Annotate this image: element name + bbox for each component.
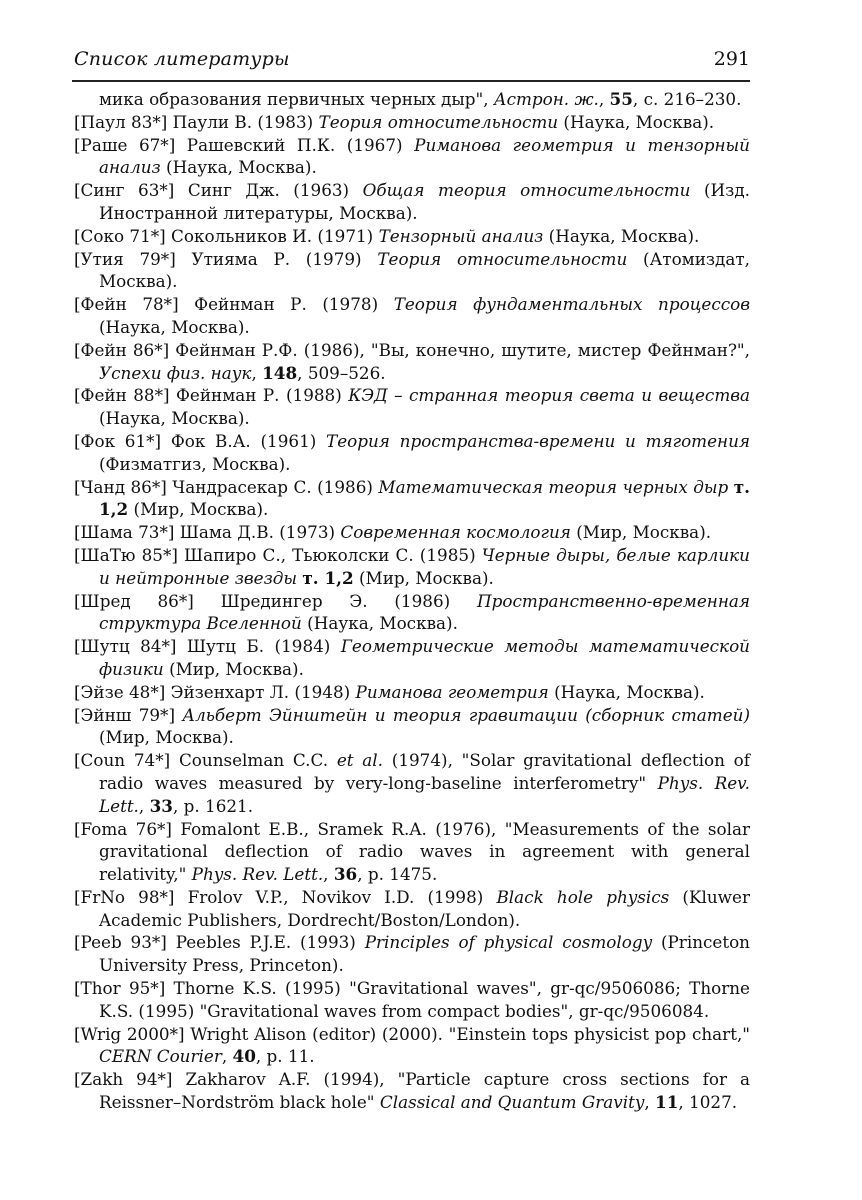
reference-title-text: Теория фундаментальных процессов (393, 294, 751, 315)
reference-volume-text: т. 1,2 (302, 567, 354, 588)
reference-title-text: Геометрические методы математической физики (99, 636, 750, 679)
reference-text: (Изд. Иностранной литературы, Москва). (99, 180, 750, 223)
reference-text: (Наука, Москва). (301, 613, 458, 634)
reference-entry (74, 225, 750, 248)
reference-text: (Мир, Москва). (128, 499, 269, 520)
reference-entry (74, 590, 750, 636)
reference-entry (74, 1023, 750, 1069)
reference-entry (74, 179, 750, 225)
reference-text: (Мир, Москва). (163, 658, 304, 679)
running-title: Список литературы (74, 48, 290, 70)
reference-title-text: et al. (336, 750, 383, 771)
reference-text: (Мир, Москва). (353, 567, 494, 588)
reference-text: , 1027. (678, 1092, 738, 1113)
reference-text: , (644, 1092, 656, 1113)
reference-entry (74, 681, 750, 704)
reference-title-text: Успехи физ. наук (99, 362, 252, 383)
reference-entry (74, 111, 750, 134)
reference-title-text: Тензорный анализ (378, 225, 544, 246)
reference-volume-text: 36 (333, 864, 358, 885)
reference-title-text: Астрон. ж. (493, 89, 599, 109)
reference-text: [Эйнш 79*] (74, 704, 183, 725)
reference-text: [Паул 83*] Паули В. (1983) (74, 111, 319, 132)
reference-text: [Foma 76*] Fomalont E.B., Sramek R.A. (1976), "Measurements of the solar gravitational deflection of radio waves in agreement with general relativity," (74, 818, 750, 885)
reference-text: [Соко 71*] Сокольников И. (1971) (74, 225, 379, 246)
reference-entry (74, 521, 750, 544)
reference-entry (74, 704, 750, 750)
reference-title-text: Phys. Rev. Lett. (99, 772, 751, 816)
reference-text: [Шама 73*] Шама Д.В. (1973) (74, 522, 341, 543)
reference-text: [Эйзе 48*] Эйзенхарт Л. (1948) (74, 681, 356, 702)
reference-title-text: Черные дыры, белые карлики и нейтронные звезды (99, 544, 750, 588)
page-number: 291 (713, 48, 750, 70)
reference-text: [FrNo 98*] Frolov V.P., Novikov I.D. (1998) (74, 886, 497, 907)
reference-text: (Атомиздат, Москва). (99, 248, 751, 292)
reference-title-text: КЭД – странная теория света и вещества (348, 385, 750, 406)
reference-text: , (323, 864, 334, 885)
reference-entry (74, 1068, 750, 1114)
reference-text: (Мир, Москва). (99, 727, 234, 748)
reference-text: , p. 1621. (172, 795, 254, 816)
reference-text: (Наука, Москва). (99, 316, 250, 337)
reference-entry (74, 818, 750, 886)
reference-text: , (138, 795, 150, 816)
reference-text: (Наука, Москва). (543, 225, 700, 246)
reference-text: , p. 11. (255, 1046, 315, 1067)
reference-text: [Zakh 94*] Zakharov A.F. (1994), "Particle capture cross sections for a Reissner–Nordström black hole" (74, 1069, 750, 1113)
reference-title-text: Математическая теория черных дыр (378, 476, 729, 497)
reference-title-text: Пространственно-временная структура Вселенной (99, 590, 750, 634)
reference-text: , (598, 89, 610, 109)
reference-text: [Peeb 93*] Peebles P.J.E. (1993) (74, 932, 365, 953)
reference-title-text: Риманова геометрия и тензорный анализ (99, 134, 750, 178)
reference-text: , (221, 1046, 233, 1067)
reference-text: (Мир, Москва). (570, 522, 712, 543)
reference-volume-text: 40 (232, 1046, 256, 1067)
reference-volume-text: 55 (609, 89, 633, 109)
reference-entry (74, 931, 750, 977)
reference-title-text: Black hole physics (496, 886, 670, 907)
reference-text: [Фейн 88*] Фейнман Р. (1988) (74, 385, 349, 406)
reference-text: [Coun 74*] Counselman C.C. (74, 750, 337, 771)
reference-text: , p. 1475. (357, 864, 438, 885)
reference-entry (74, 977, 750, 1023)
reference-entry (74, 339, 750, 385)
reference-text: (Наука, Москва). (160, 157, 317, 178)
reference-text: [Фейн 86*] Фейнман Р.Ф. (1986), "Вы, конечно, шутите, мистер Фейнман?", (74, 339, 750, 360)
reference-entry (74, 248, 750, 294)
reference-entry (74, 134, 750, 180)
reference-entry (74, 544, 750, 590)
reference-text: [Утия 79*] Утияма Р. (1979) (74, 248, 378, 269)
reference-title-text: Classical and Quantum Gravity (379, 1092, 645, 1113)
reference-title-text: Риманова геометрия (355, 681, 549, 702)
reference-entry (74, 384, 750, 430)
reference-continuation (74, 88, 750, 111)
reference-text: [Шред 86*] Шредингер Э. (1986) (74, 590, 477, 611)
reference-text: (Наука, Москва). (548, 681, 705, 702)
reference-title-text: Теория пространства-времени и тяготения (326, 430, 750, 451)
reference-text: мика образования первичных черных дыр", (99, 89, 494, 109)
reference-text: , с. 216–230. (632, 89, 742, 109)
reference-text: [Синг 63*] Синг Дж. (1963) (74, 180, 363, 201)
reference-text: (1974), "Solar gravitational deflection of radio waves measured by very-long-baseline interferometry" (99, 750, 750, 793)
reference-entry (74, 749, 750, 817)
reference-text: (Princeton University Press, Princeton). (99, 932, 750, 976)
reference-text: [Фок 61*] Фок В.А. (1961) (74, 430, 327, 451)
reference-text: [Шутц 84*] Шутц Б. (1984) (74, 636, 341, 657)
reference-title-text: Principles of physical cosmology (364, 932, 653, 953)
reference-text: (Физматгиз, Москва). (99, 453, 291, 474)
reference-title-text: Альберт Эйнштейн и теория гравитации (сборник статей) (182, 704, 751, 725)
reference-entry (74, 293, 750, 339)
reference-entry (74, 430, 750, 476)
reference-text: (Наука, Москва). (99, 408, 250, 429)
header-rule (72, 80, 750, 82)
reference-entry (74, 635, 750, 681)
reference-title-text: Теория относительности (377, 248, 628, 269)
reference-title-text: CERN Courier (99, 1046, 222, 1067)
reference-title-text: Современная космология (340, 522, 571, 543)
reference-title-text: Phys. Rev. Lett. (191, 864, 324, 885)
reference-entry (74, 886, 750, 932)
reference-title-text: Теория относительности (318, 111, 559, 132)
reference-volume-text: 148 (262, 362, 298, 383)
reference-entry (74, 476, 750, 522)
reference-text: [Чанд 86*] Чандрасекар С. (1986) (74, 476, 379, 497)
reference-volume-text: 11 (655, 1092, 679, 1113)
reference-volume-text: 33 (149, 795, 173, 816)
reference-text: (Наука, Москва). (558, 111, 715, 132)
reference-text: [Раше 67*] Рашевский П.К. (1967) (74, 134, 415, 155)
reference-text: [Thor 95*] Thorne K.S. (1995) "Gravitational waves", gr-qc/9506086; Thorne K.S. (1995) "Gravitational waves from compact bodies", gr-qc/9506084. (74, 978, 750, 1021)
reference-volume-text: т. 1,2 (99, 476, 750, 520)
reference-text: [Фейн 78*] Фейнман Р. (1978) (74, 294, 394, 315)
reference-text: (Kluwer Academic Publishers, Dordrecht/Boston/London). (99, 886, 750, 930)
reference-text: [Wrig 2000*] Wright Alison (editor) (2000). "Einstein tops physicist pop chart," (74, 1023, 750, 1044)
running-header (74, 46, 750, 80)
reference-text: , 509–526. (297, 362, 386, 383)
reference-text: [ШаТю 85*] Шапиро С., Тьюколски С. (1985) (74, 544, 482, 565)
reference-text: , (251, 362, 263, 383)
reference-title-text: Общая теория относительности (362, 180, 691, 201)
reference-list (74, 88, 750, 1114)
